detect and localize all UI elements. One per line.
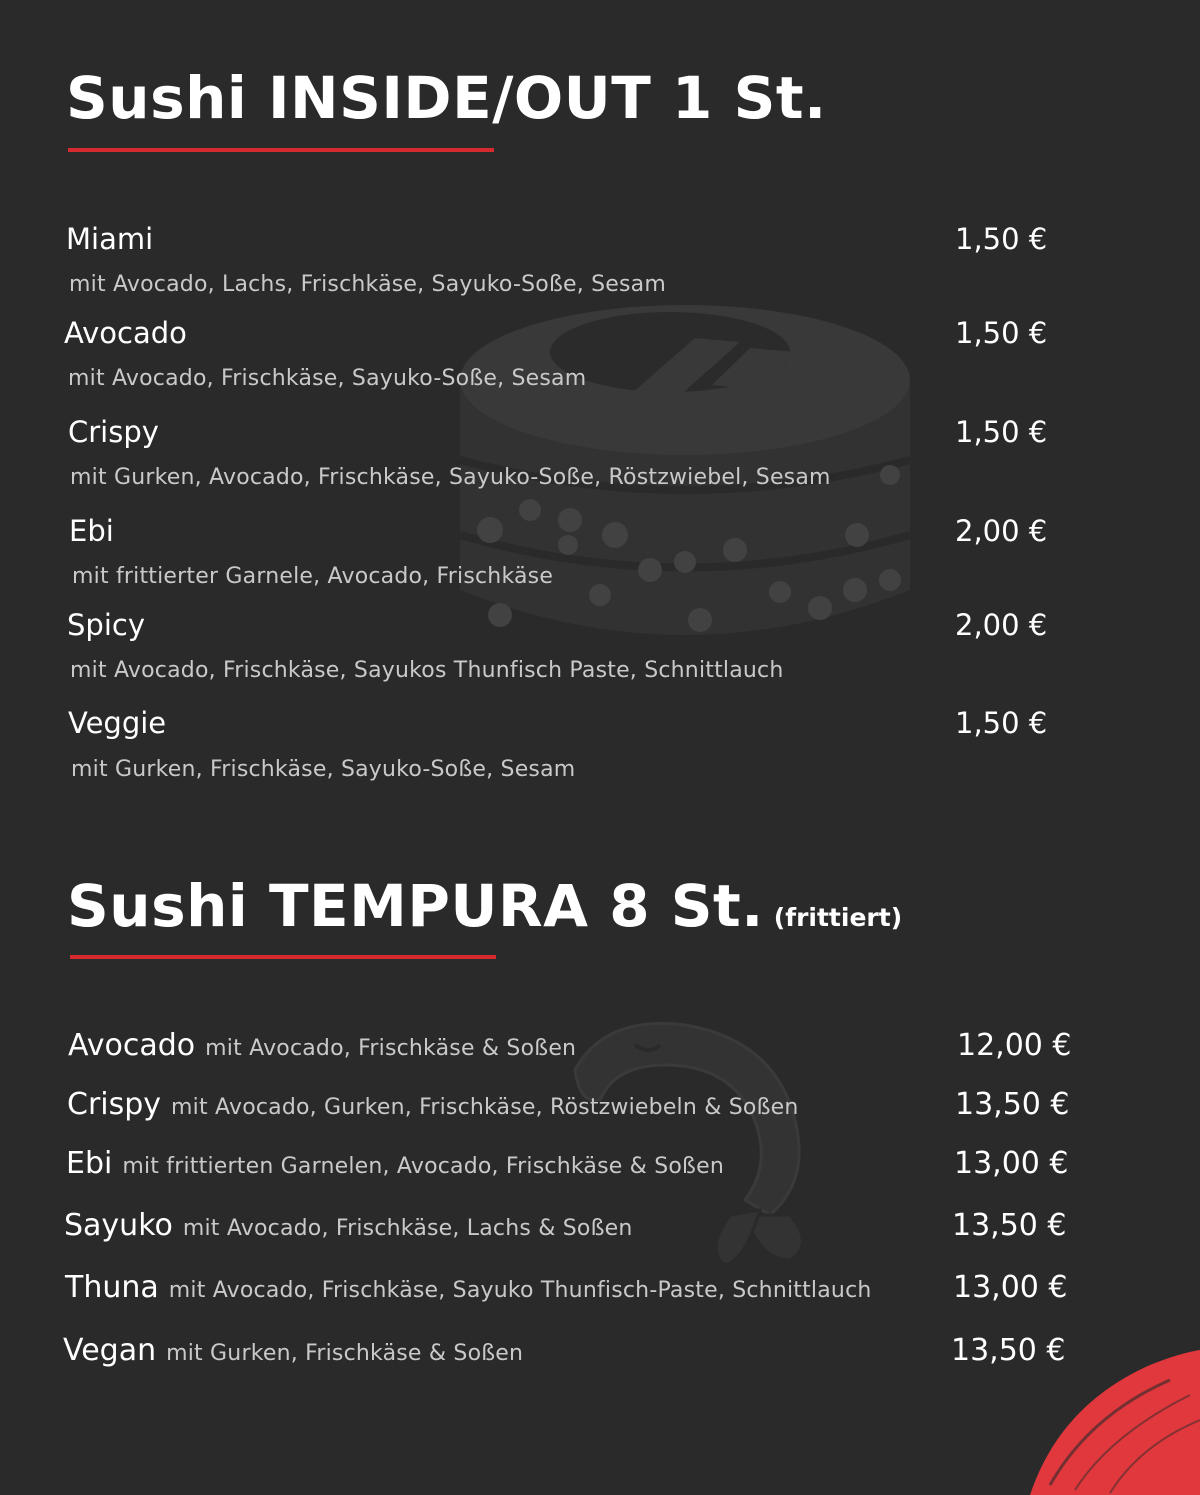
item-description: mit Gurken, Frischkäse, Sayuko-Soße, Sesam <box>71 757 576 782</box>
section-subtitle: (frittiert) <box>773 903 903 932</box>
item-name: Thuna <box>65 1270 159 1305</box>
item-price: 13,00 € <box>954 1146 1069 1181</box>
item-price: 2,00 € <box>955 514 1048 548</box>
title-underline <box>68 148 494 152</box>
list-item <box>63 1333 523 1368</box>
item-description: mit Gurken, Avocado, Frischkäse, Sayuko-Soße, Röstzwiebel, Sesam <box>70 465 831 490</box>
section-title-text: Sushi TEMPURA 8 St. <box>67 872 764 940</box>
list-item <box>68 1028 576 1063</box>
item-name: Avocado <box>64 316 187 350</box>
item-description: mit Avocado, Frischkäse & Soßen <box>205 1036 577 1061</box>
item-name: Miami <box>66 222 154 256</box>
item-price: 13,00 € <box>953 1270 1068 1305</box>
item-name: Avocado <box>68 1028 196 1063</box>
item-price: 13,50 € <box>951 1333 1066 1368</box>
item-description: mit Avocado, Gurken, Frischkäse, Röstzwiebeln & Soßen <box>171 1095 799 1120</box>
item-name: Ebi <box>69 514 114 548</box>
item-price: 12,00 € <box>957 1028 1072 1063</box>
list-item <box>64 1208 633 1243</box>
list-item <box>66 1146 724 1181</box>
item-price: 2,00 € <box>955 608 1048 642</box>
item-price: 1,50 € <box>955 222 1048 256</box>
item-description: mit frittierten Garnelen, Avocado, Frischkäse & Soßen <box>122 1154 724 1179</box>
item-price: 1,50 € <box>955 415 1048 449</box>
item-name: Spicy <box>67 608 145 642</box>
list-item <box>65 1270 872 1305</box>
item-price: 1,50 € <box>955 706 1048 740</box>
item-description: mit Avocado, Frischkäse, Lachs & Soßen <box>182 1216 633 1241</box>
list-item <box>67 1087 799 1122</box>
item-description: mit Gurken, Frischkäse & Soßen <box>166 1341 524 1366</box>
item-price: 13,50 € <box>955 1087 1070 1122</box>
section-title-tempura <box>67 872 902 940</box>
item-name: Crispy <box>67 1087 162 1122</box>
item-price: 13,50 € <box>952 1208 1067 1243</box>
item-description: mit Avocado, Frischkäse, Sayuko-Soße, Sesam <box>68 366 587 391</box>
item-name: Ebi <box>66 1146 113 1181</box>
item-description: mit frittierter Garnele, Avocado, Frischkäse <box>72 564 554 589</box>
item-name: Veggie <box>68 706 167 740</box>
item-name: Crispy <box>68 415 159 449</box>
item-name: Vegan <box>63 1333 157 1368</box>
item-name: Sayuko <box>64 1208 173 1243</box>
item-description: mit Avocado, Frischkäse, Sayukos Thunfisch Paste, Schnittlauch <box>70 658 784 683</box>
item-description: mit Avocado, Frischkäse, Sayuko Thunfisch-Paste, Schnittlauch <box>168 1278 872 1303</box>
title-underline <box>70 955 496 959</box>
section-title-inside-out: Sushi INSIDE/OUT 1 St. <box>66 64 827 132</box>
item-price: 1,50 € <box>955 316 1048 350</box>
item-description: mit Avocado, Lachs, Frischkäse, Sayuko-Soße, Sesam <box>69 272 666 297</box>
